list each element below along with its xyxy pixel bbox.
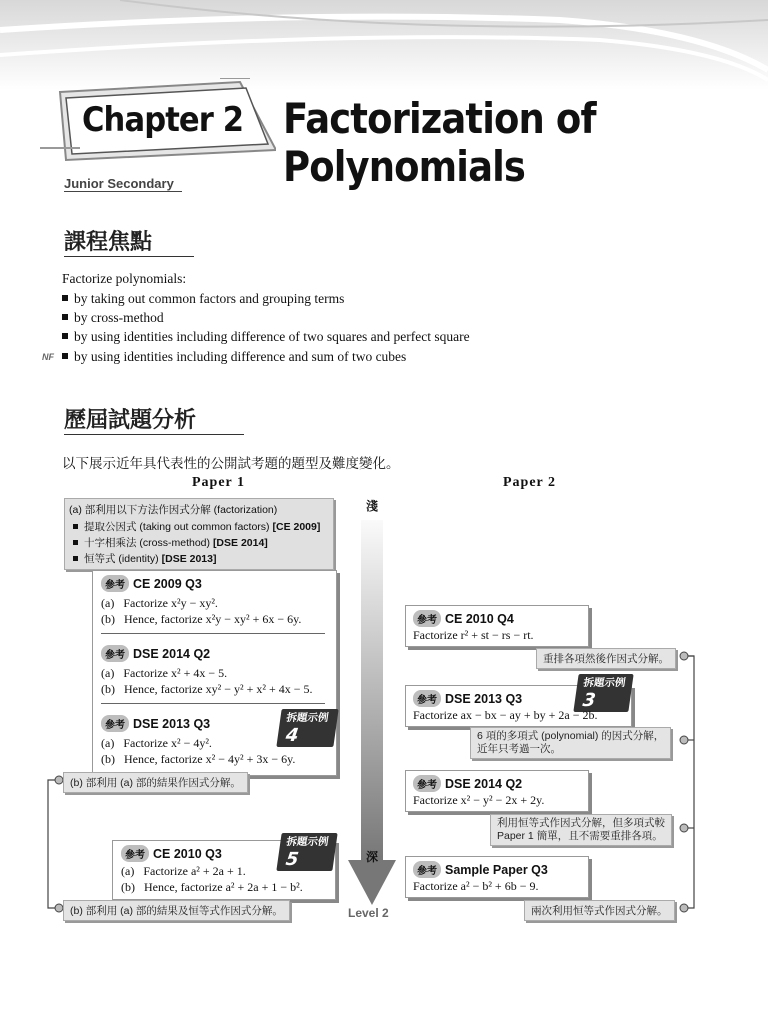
reference-badge: 參考	[413, 861, 441, 878]
question-id: CE 2010 Q4	[445, 612, 514, 626]
part-text: Factorize a² + 2a + 1.	[143, 864, 246, 878]
paper2-label: Paper 2	[503, 475, 557, 490]
question-header	[101, 645, 210, 663]
paper2-note: 重排各項然後作因式分解。	[536, 648, 676, 669]
question-id: DSE 2013 Q3	[133, 717, 211, 731]
focus-bullet	[62, 310, 164, 326]
reference-badge: 參考	[413, 610, 441, 627]
question-text: Factorize x² − y² − 2x + 2y.	[413, 793, 545, 807]
reference-badge: 參考	[121, 845, 149, 862]
part-text: Factorize x² − 4y².	[123, 736, 212, 750]
note-line: 6 項的多項式 (polynomial) 的因式分解，	[477, 730, 665, 742]
paper1-question-card	[112, 836, 336, 900]
method-box-title: (a) 部利用以下方法作因式分解 (factorization)	[69, 504, 278, 516]
note-line: 利用恒等式作因式分解，但多項式較	[497, 817, 665, 829]
analysis-heading-underline	[64, 434, 244, 435]
part-text: Hence, factorize x² − 4y² + 3x − 6y.	[124, 752, 296, 766]
part-label: (a)	[101, 736, 115, 750]
nf-marker: NF	[42, 352, 54, 362]
paper1-note: (b) 部利用 (a) 部的結果作因式分解。	[63, 772, 248, 793]
focus-intro: Factorize polynomials:	[62, 271, 187, 286]
focus-bullet	[62, 291, 344, 307]
question-header	[121, 845, 222, 863]
method-item	[67, 535, 268, 550]
question-part	[101, 596, 218, 611]
question-header	[413, 690, 522, 708]
example-tag-number: 4	[284, 725, 300, 746]
focus-bullet	[62, 329, 470, 345]
bullet-icon	[62, 314, 68, 320]
question-id: CE 2009 Q3	[133, 577, 202, 591]
paper2-question-card	[405, 605, 589, 647]
paper1-question-card	[92, 570, 337, 776]
paper2-note	[490, 814, 672, 846]
paper2-note	[470, 727, 671, 759]
chapter-title-line2: Polynomials	[283, 142, 526, 191]
focus-bullet-text: by cross-method	[74, 310, 164, 325]
part-text: Hence, factorize xy² − y² + x² + 4x − 5.	[124, 682, 313, 696]
paper1-note: (b) 部利用 (a) 部的結果及恒等式作因式分解。	[63, 900, 290, 921]
question-header	[413, 610, 514, 628]
method-item-text: 恒等式 (identity)	[84, 553, 159, 565]
question-part	[121, 864, 246, 879]
question-part	[121, 880, 303, 895]
paper2-note: 兩次利用恒等式作因式分解。	[524, 900, 675, 921]
method-item-ref: [DSE 2014]	[212, 537, 268, 549]
focus-bullet	[62, 349, 406, 365]
note-line: Paper 1 簡單，且不需要重排各項。	[497, 830, 663, 842]
question-id: Sample Paper Q3	[445, 863, 548, 877]
question-part	[101, 682, 312, 697]
paper1-label: Paper 1	[192, 475, 246, 490]
paper2-question-card	[405, 856, 589, 898]
part-text: Factorize x² + 4x − 5.	[123, 666, 228, 680]
focus-bullet-text: by taking out common factors and grouping terms	[74, 291, 345, 306]
part-text: Factorize x²y − xy².	[123, 596, 218, 610]
reference-badge: 參考	[101, 575, 129, 592]
bullet-icon	[73, 540, 78, 545]
paper2-question-card	[405, 770, 589, 812]
analysis-heading: 歷屆試題分析	[64, 408, 197, 433]
bullet-icon	[62, 333, 68, 339]
question-part	[101, 752, 295, 767]
bullet-icon	[62, 353, 68, 359]
level-easy: 淺	[366, 499, 379, 513]
example-tag-text: 拆題示例	[285, 836, 330, 848]
part-text: Hence, factorize a² + 2a + 1 − b².	[144, 880, 303, 894]
example-tag-text: 拆題示例	[285, 712, 330, 724]
question-header	[413, 861, 548, 879]
reference-badge: 參考	[101, 645, 129, 662]
level-tag: Junior Secondary	[64, 176, 182, 192]
question-part	[101, 666, 227, 681]
method-item-ref: [CE 2009]	[272, 521, 321, 533]
question-id: DSE 2013 Q3	[445, 692, 523, 706]
analysis-intro: 以下展示近年具代表性的公開試考題的題型及難度變化。	[62, 456, 400, 471]
question-id: DSE 2014 Q2	[445, 777, 523, 791]
bullet-icon	[73, 556, 78, 561]
question-text: Factorize ax − bx − ay + by + 2a − 2b.	[413, 708, 598, 722]
bullet-icon	[73, 524, 78, 529]
question-header	[413, 775, 522, 793]
reference-badge: 參考	[101, 715, 129, 732]
method-item-ref: [DSE 2013]	[161, 553, 217, 565]
focus-heading: 課程焦點	[64, 230, 153, 255]
method-item-text: 十字相乘法 (cross-method)	[84, 537, 211, 549]
question-text: Factorize a² − b² + 6b − 9.	[413, 879, 539, 893]
reference-badge: 參考	[413, 775, 441, 792]
note-line: 近年只考過一次。	[477, 743, 561, 755]
method-item-text: 提取公因式 (taking out common factors)	[84, 521, 270, 533]
example-tag-number: 5	[284, 849, 300, 870]
header-swoosh	[0, 0, 768, 90]
example-tag	[276, 833, 337, 871]
question-header	[101, 575, 202, 593]
divider	[101, 703, 325, 704]
divider	[101, 633, 325, 634]
part-label: (a)	[101, 666, 115, 680]
question-id: CE 2010 Q3	[153, 847, 222, 861]
part-text: Hence, factorize x²y − xy² + 6x − 6y.	[124, 612, 302, 626]
question-part	[101, 612, 301, 627]
question-header	[101, 715, 210, 733]
focus-heading-underline	[64, 256, 194, 257]
part-label: (a)	[101, 596, 115, 610]
paper2-question-card	[405, 677, 632, 727]
example-tag	[573, 674, 633, 712]
example-tag-text: 拆題示例	[582, 677, 627, 689]
part-label: (a)	[121, 864, 135, 878]
focus-bullet-text: by using identities including difference and sum of two cubes	[74, 349, 407, 364]
question-part	[101, 736, 212, 751]
bullet-icon	[62, 295, 68, 301]
question-id: DSE 2014 Q2	[133, 647, 211, 661]
focus-bullet-text: by using identities including difference of two squares and perfect square	[74, 329, 470, 344]
example-tag-number: 3	[581, 690, 597, 711]
method-item	[67, 551, 216, 566]
example-tag	[276, 709, 338, 747]
chapter-label: Chapter 2	[82, 100, 244, 140]
paper1-method-box	[64, 498, 334, 570]
part-label: (b)	[101, 752, 115, 766]
level-label: Level 2	[348, 906, 389, 920]
part-label: (b)	[101, 682, 115, 696]
reference-badge: 參考	[413, 690, 441, 707]
method-item	[67, 519, 320, 534]
chapter-title-line1: Factorization of	[283, 94, 596, 143]
part-label: (b)	[101, 612, 115, 626]
level-deep: 深	[366, 850, 379, 864]
part-label: (b)	[121, 880, 135, 894]
question-text: Factorize r² + st − rs − rt.	[413, 628, 534, 642]
